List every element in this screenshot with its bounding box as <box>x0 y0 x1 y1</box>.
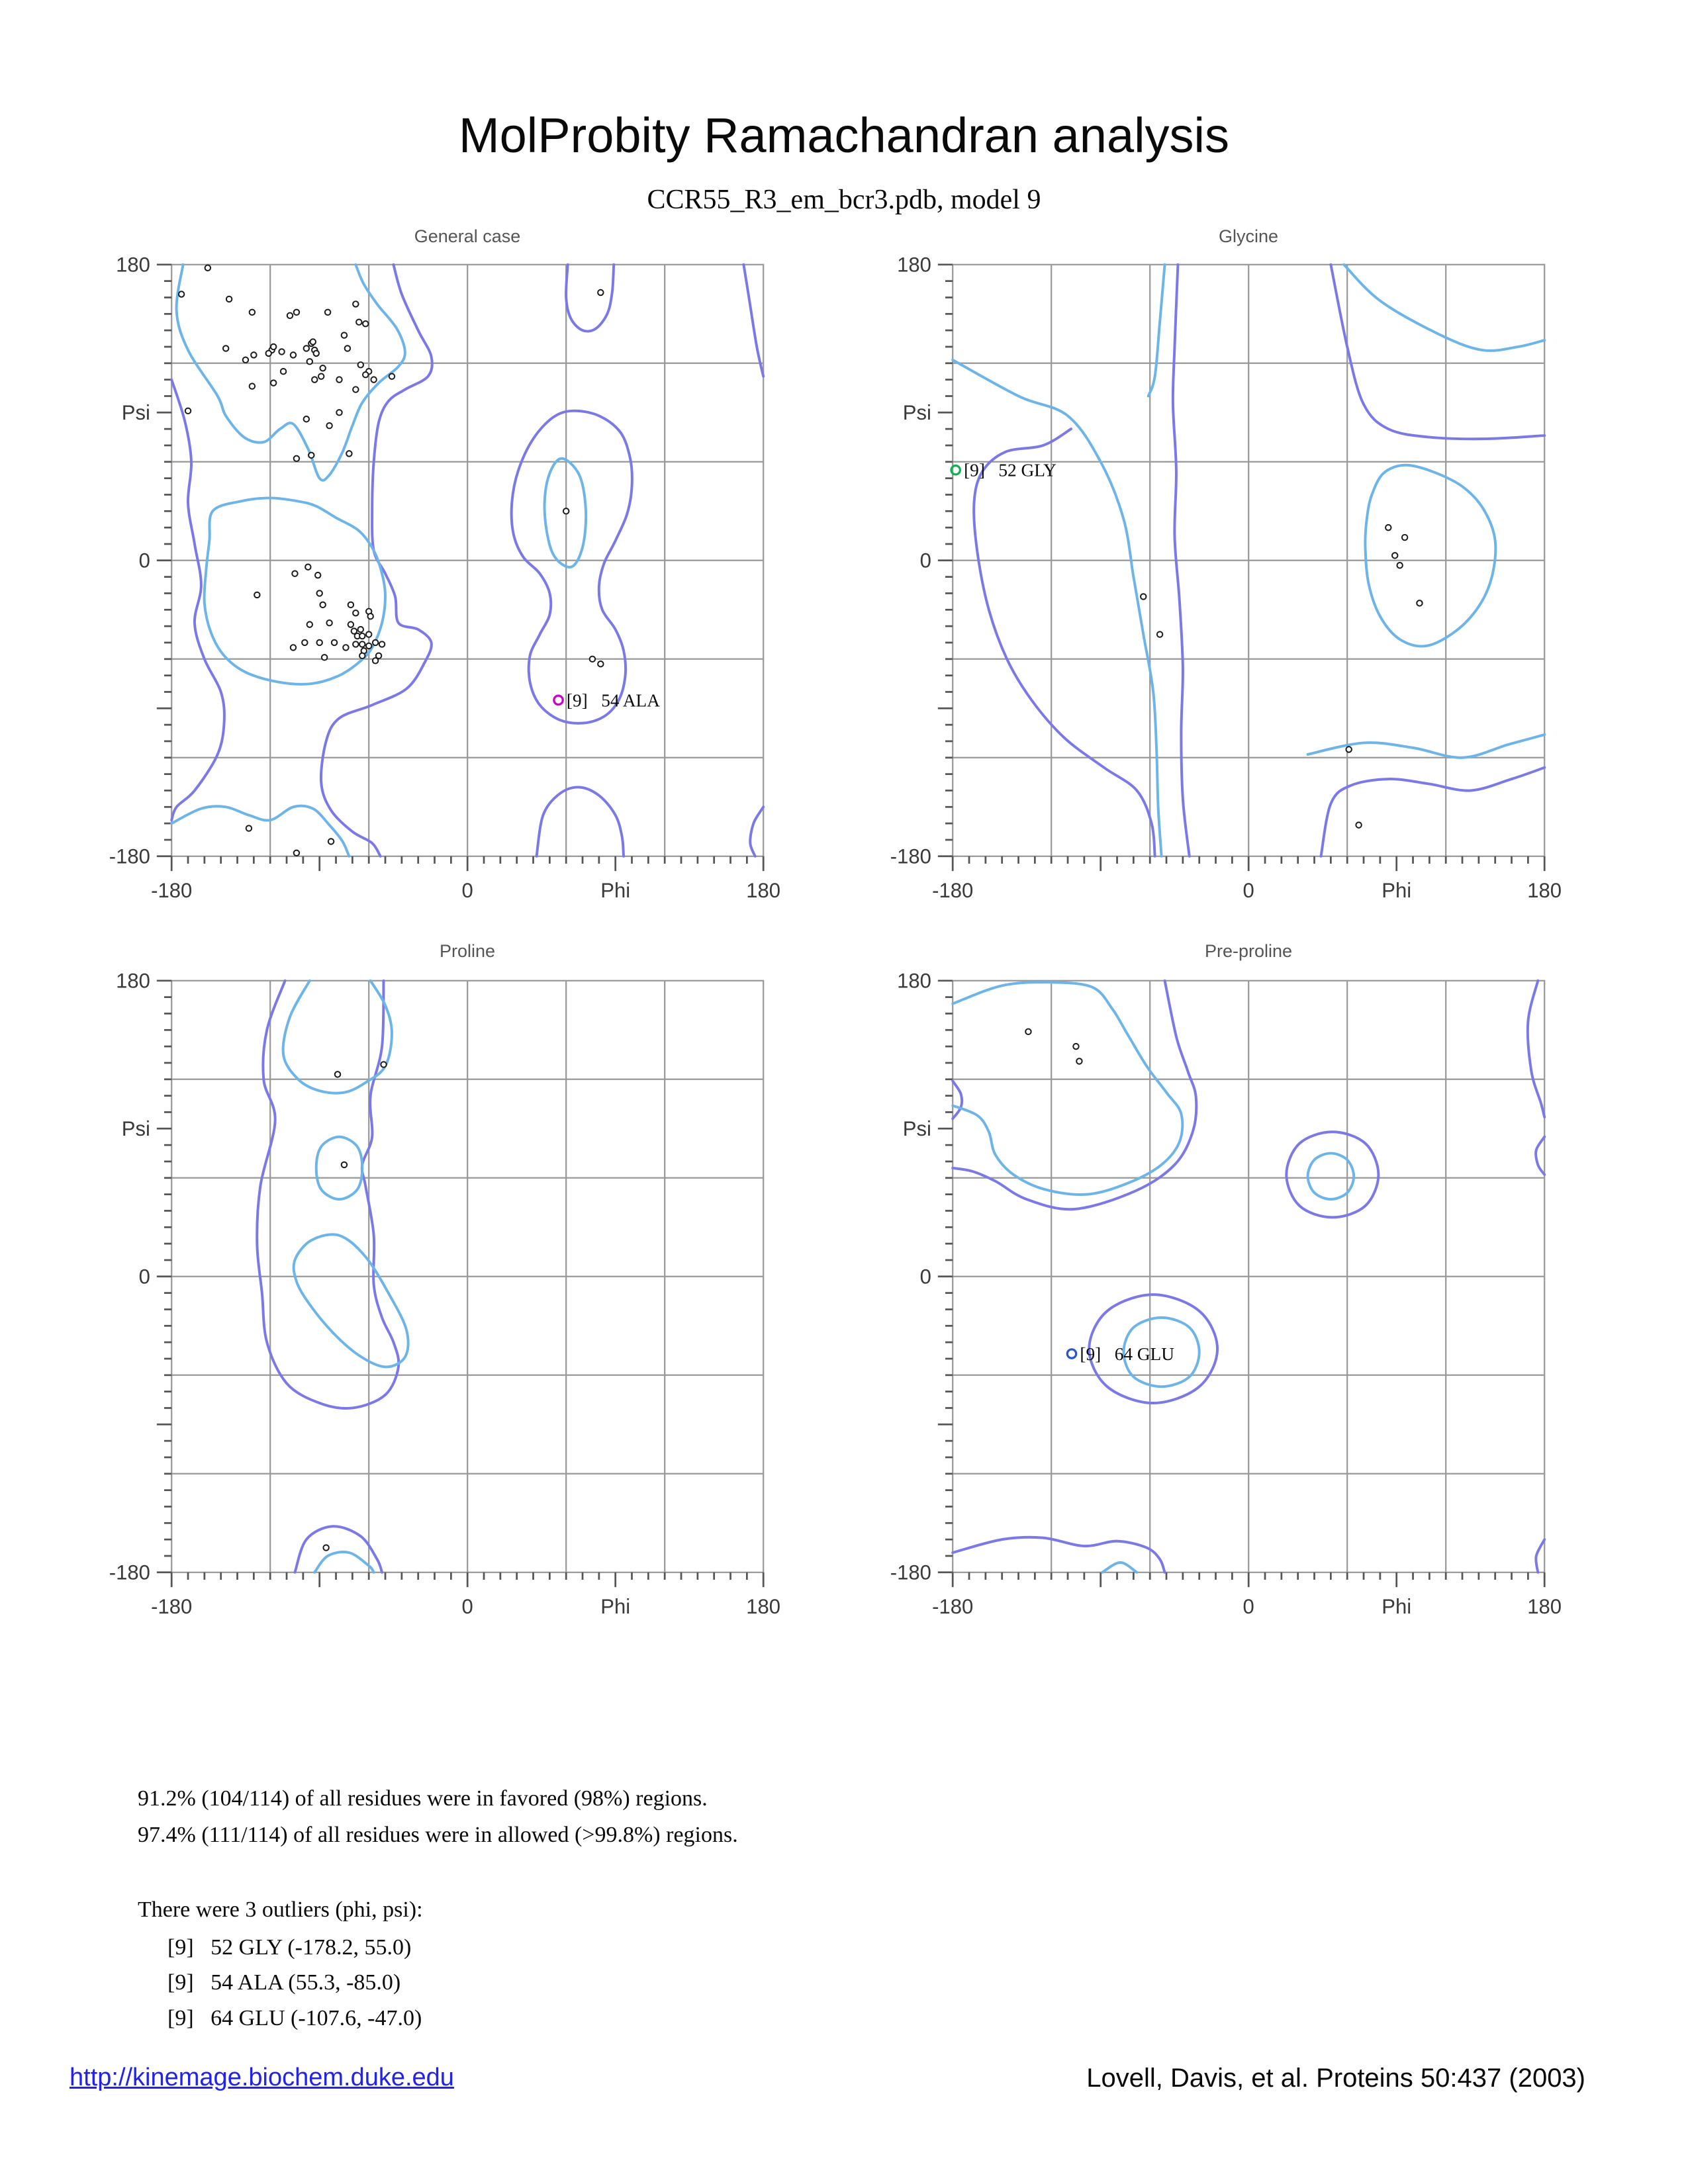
axis-tick-labels <box>890 970 1562 1618</box>
x-axis-label: Phi <box>1382 879 1411 903</box>
axis-tick-labels <box>109 253 780 902</box>
plot-general-case <box>93 245 842 912</box>
outlier-group <box>554 691 660 711</box>
x-axis-label: -180 <box>150 879 193 903</box>
kinemage-link[interactable]: http://kinemage.biochem.duke.edu <box>70 2064 454 2091</box>
contour-favored-path <box>316 1137 363 1199</box>
axis-grid <box>953 981 1544 1572</box>
residue-point <box>367 614 373 619</box>
residue-point <box>243 357 248 363</box>
outlier-item: [9] 54 ALA (55.3, -85.0) <box>167 1970 401 1995</box>
x-axis-label: 0 <box>1243 1595 1254 1619</box>
outliers-header: There were 3 outliers (phi, psi): <box>138 1897 423 1922</box>
residue-point <box>292 571 297 576</box>
residue-point <box>598 661 603 666</box>
residue-point <box>1073 1044 1078 1049</box>
contour-allowed-path <box>743 265 763 377</box>
outlier-group <box>1067 1344 1174 1364</box>
residue-point <box>1397 563 1402 568</box>
plot-glycine <box>874 245 1623 912</box>
contour-favored <box>953 982 1354 1572</box>
residue-point <box>353 641 358 647</box>
contour-favored-path <box>314 1552 373 1572</box>
residue-point <box>249 384 254 389</box>
contour-allowed-path <box>974 429 1154 856</box>
residue-point <box>366 632 371 637</box>
residue-point <box>1346 747 1351 752</box>
y-axis-label: Psi <box>902 1117 931 1141</box>
residue-point <box>303 345 308 351</box>
residue-point <box>346 451 352 456</box>
axis-grid <box>171 265 763 856</box>
plot-pre-proline <box>874 961 1623 1628</box>
contour-favored-path <box>1149 265 1165 396</box>
residue-point <box>336 377 342 383</box>
page-title: MolProbity Ramachandran analysis <box>459 108 1229 163</box>
x-axis-label: Phi <box>1382 1595 1411 1619</box>
x-axis-label: Phi <box>600 879 630 903</box>
residue-point <box>344 345 350 351</box>
residue-point <box>343 645 348 650</box>
residue-point <box>320 602 325 608</box>
contour-allowed-path <box>536 788 624 856</box>
x-axis-label: -180 <box>931 879 974 903</box>
contour-favored-path <box>1102 1563 1137 1572</box>
outlier-group <box>951 461 1056 480</box>
contour-favored-path <box>204 498 385 684</box>
residue-point <box>312 377 317 383</box>
axis-tick-labels <box>890 253 1562 902</box>
axis-ticks <box>157 265 763 871</box>
y-axis-label: 0 <box>138 549 150 572</box>
axis-grid <box>953 265 1544 856</box>
residue-point <box>356 320 361 325</box>
axis-ticks <box>938 265 1544 871</box>
residue-point <box>328 839 334 844</box>
residue-point <box>1402 535 1407 540</box>
contour-allowed-path <box>171 380 224 821</box>
residue-point <box>381 1062 386 1067</box>
contour-allowed-path <box>953 1537 1164 1572</box>
residue-point <box>359 641 365 647</box>
residue-point <box>291 352 296 357</box>
residue-point <box>363 321 368 326</box>
residue-point <box>315 572 320 578</box>
residue-point <box>1025 1029 1031 1034</box>
data-points <box>1025 1029 1082 1064</box>
residue-point <box>563 508 569 514</box>
residue-point <box>376 653 381 659</box>
residue-point <box>281 369 286 374</box>
residue-point <box>326 620 332 625</box>
residue-point <box>313 351 318 356</box>
residue-point <box>353 387 358 392</box>
outlier-label: [9] 64 GLU <box>1080 1344 1174 1365</box>
residue-point <box>316 640 322 645</box>
x-axis-label: 180 <box>746 879 780 903</box>
residue-point <box>359 653 365 659</box>
axis-ticks <box>938 981 1544 1587</box>
residue-point <box>357 362 363 367</box>
summary-allowed: 97.4% (111/114) of all residues were in allowed (>99.8%) regions. <box>138 1823 738 1847</box>
contour-allowed-path <box>1286 1132 1378 1217</box>
contour-allowed-path <box>1536 1539 1544 1572</box>
outlier-label: [9] 52 GLY <box>963 460 1056 480</box>
x-axis-label: 180 <box>1527 879 1562 903</box>
y-axis-label: -180 <box>890 1561 931 1584</box>
residue-point <box>179 291 184 296</box>
contour-favored-path <box>171 806 349 856</box>
y-axis-label: -180 <box>890 844 931 868</box>
residue-point <box>598 290 603 295</box>
outlier-item: [9] 64 GLU (-107.6, -47.0) <box>167 2006 422 2030</box>
contour-allowed-path <box>1321 768 1544 856</box>
x-axis-label: -180 <box>150 1595 193 1619</box>
plot-proline <box>93 961 842 1628</box>
residue-point <box>279 349 284 354</box>
y-axis-label: 180 <box>896 969 931 993</box>
summary-favored: 91.2% (104/114) of all residues were in favored (98%) regions. <box>138 1786 708 1811</box>
y-axis-label: 180 <box>896 253 931 277</box>
residue-point <box>1141 594 1146 599</box>
y-axis-label: Psi <box>121 1117 150 1141</box>
residue-point <box>359 633 365 639</box>
residue-point <box>226 296 232 302</box>
residue-point <box>336 410 342 415</box>
ramachandran-svg <box>93 961 842 1625</box>
y-axis-label: 0 <box>138 1265 150 1289</box>
ramachandran-svg <box>93 245 842 909</box>
contour-favored-path <box>1344 265 1544 351</box>
axis-tick-labels <box>109 970 780 1618</box>
residue-point <box>353 301 358 306</box>
residue-point <box>363 372 368 377</box>
plot-title-proline: Proline <box>439 941 496 961</box>
contour-allowed-path <box>953 981 1196 1209</box>
x-axis-label: 180 <box>1527 1595 1562 1619</box>
residue-point <box>357 627 363 632</box>
axis-ticks <box>157 981 763 1587</box>
residue-point <box>1076 1058 1082 1064</box>
residue-point <box>271 381 276 386</box>
residue-point <box>205 265 210 271</box>
contour-favored-path <box>1365 465 1495 647</box>
residue-point <box>316 590 322 596</box>
x-axis-label: 0 <box>461 1595 473 1619</box>
residue-point <box>185 408 191 414</box>
residue-point <box>265 351 271 356</box>
x-axis-label: -180 <box>931 1595 974 1619</box>
contour-allowed-path <box>1331 265 1544 439</box>
contour-favored-path <box>293 1234 408 1367</box>
y-axis-label: 0 <box>919 1265 931 1289</box>
citation-text: Lovell, Davis, et al. Proteins 50:437 (2003) <box>1086 2064 1585 2093</box>
residue-point <box>335 1071 340 1077</box>
outlier-marker <box>1067 1349 1076 1358</box>
residue-point <box>294 310 299 315</box>
outlier-item: [9] 52 GLY (-178.2, 55.0) <box>167 1935 412 1960</box>
page-subtitle: CCR55_R3_em_bcr3.pdb, model 9 <box>647 185 1041 215</box>
residue-point <box>294 850 299 856</box>
residue-point <box>1392 553 1397 558</box>
plot-title-pre-proline: Pre-proline <box>1204 941 1293 961</box>
residue-point <box>254 592 259 598</box>
residue-point <box>1356 823 1361 828</box>
residue-point <box>379 641 385 647</box>
y-axis-label: Psi <box>902 401 931 425</box>
residue-point <box>389 374 395 379</box>
x-axis-label: 180 <box>746 1595 780 1619</box>
residue-point <box>325 310 330 315</box>
y-axis-label: 180 <box>115 969 150 993</box>
residue-point <box>303 416 308 422</box>
plot-title-general-case: General case <box>414 226 521 246</box>
residue-point <box>251 352 256 357</box>
ramachandran-svg <box>874 961 1623 1625</box>
residue-point <box>291 645 296 650</box>
residue-point <box>305 565 310 570</box>
residue-point <box>223 345 228 351</box>
residue-point <box>348 602 353 608</box>
contour-allowed-path <box>566 265 614 332</box>
x-axis-label: Phi <box>600 1595 630 1619</box>
residue-point <box>249 310 254 315</box>
plot-title-glycine: Glycine <box>1218 226 1279 246</box>
residue-point <box>1417 600 1422 606</box>
residue-point <box>271 344 276 349</box>
residue-point <box>1157 632 1162 637</box>
y-axis-label: 180 <box>115 253 150 277</box>
residue-point <box>306 359 312 364</box>
residue-point <box>348 622 353 627</box>
residue-point <box>353 610 358 615</box>
residue-point <box>332 640 337 645</box>
residue-point <box>366 643 371 649</box>
x-axis-label: 0 <box>1243 879 1254 903</box>
y-axis-label: Psi <box>121 401 150 425</box>
residue-point <box>342 333 347 338</box>
outlier-marker <box>554 696 563 704</box>
contour-allowed-path <box>1528 981 1544 1117</box>
residue-point <box>302 640 307 645</box>
residue-point <box>326 423 332 428</box>
outlier-label: [9] 54 ALA <box>566 690 660 711</box>
contour-favored-path <box>953 360 1161 856</box>
contour-favored-path <box>1307 735 1544 758</box>
y-axis-label: -180 <box>109 1561 150 1584</box>
residue-point <box>1385 525 1391 530</box>
residue-point <box>342 1162 347 1167</box>
contour-allowed-path <box>750 807 763 856</box>
contour-allowed-path <box>1536 1137 1544 1175</box>
x-axis-label: 0 <box>461 879 473 903</box>
residue-point <box>323 1545 328 1551</box>
residue-point <box>310 339 315 344</box>
residue-point <box>306 622 312 627</box>
residue-point <box>287 313 293 318</box>
residue-point <box>371 377 376 383</box>
residue-point <box>308 453 314 458</box>
contour-favored-path <box>953 982 1182 1195</box>
residue-point <box>373 640 378 645</box>
residue-point <box>318 374 324 379</box>
residue-point <box>322 655 327 660</box>
residue-point <box>294 456 299 461</box>
residue-point <box>246 826 251 831</box>
contour-allowed-path <box>953 1081 962 1118</box>
ramachandran-svg <box>874 245 1623 909</box>
residue-point <box>590 657 595 662</box>
y-axis-label: -180 <box>109 844 150 868</box>
y-axis-label: 0 <box>919 549 931 572</box>
residue-point <box>320 365 325 371</box>
